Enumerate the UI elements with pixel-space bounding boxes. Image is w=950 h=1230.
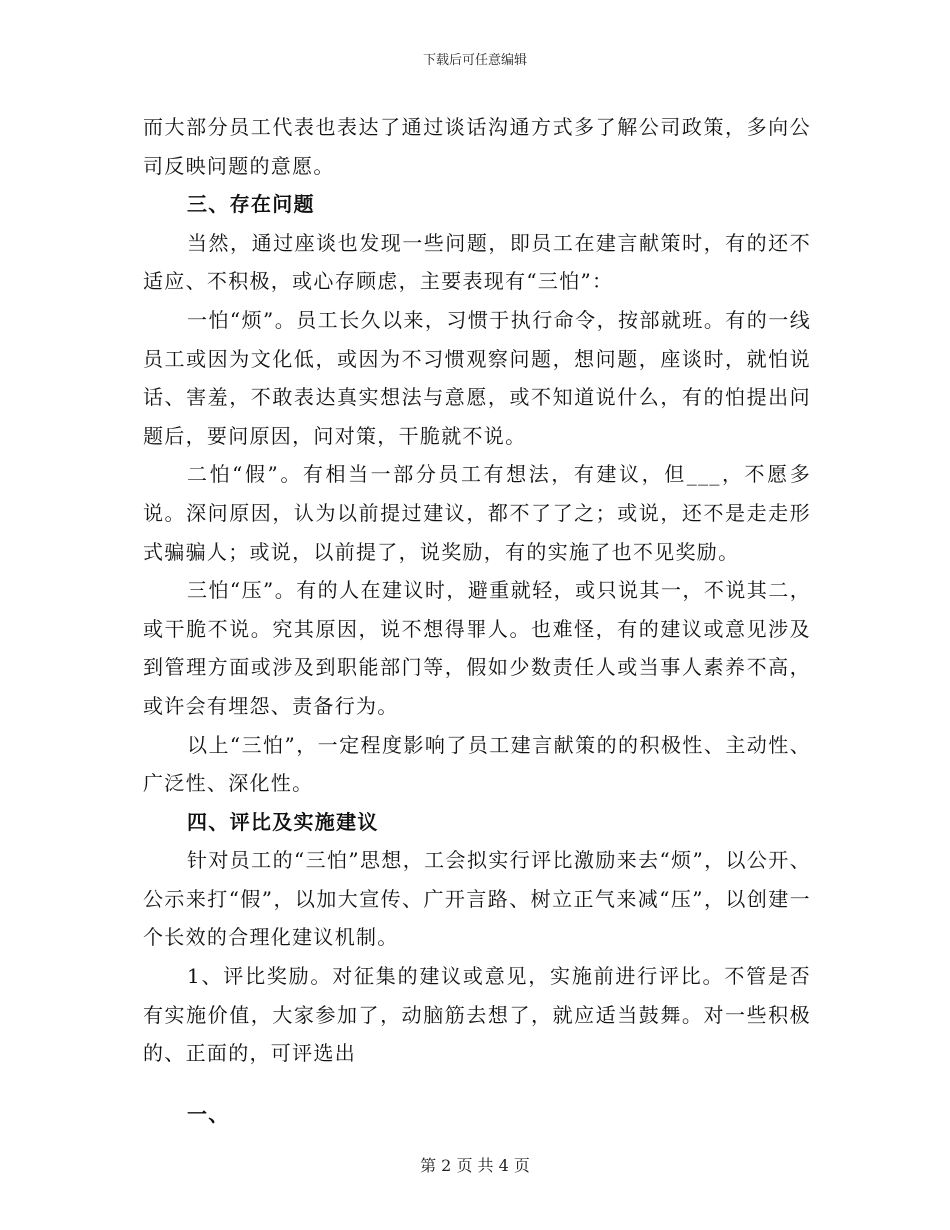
paragraph: 当然，通过座谈也发现一些问题，即员工在建言献策时，有的还不适应、不积极，或心存顾虑，主要表现有“三怕”： <box>143 230 811 294</box>
paragraph: 三怕“压”。有的人在建议时，避重就轻，或只说其一，不说其二，或干脆不说。究其原因，说不想得罪人。也难怪，有的建议或意见涉及到管理方面或涉及到职能部门等，假如少数责任人或当事人素养不高，或许会有埋怨、责备行为。 <box>143 578 811 718</box>
paragraph: 而大部分员工代表也表达了通过谈话沟通方式多了解公司政策，多向公司反映问题的意愿。 <box>143 115 811 178</box>
paragraph: 二怕“假”。有相当一部分员工有想法，有建议，但___，不愿多说。深问原因，认为以前提过建议，都不了了之；或说，还不是走走形式骗骗人；或说，以前提了，说奖励，有的实施了也不见奖励。 <box>143 462 811 564</box>
page-footer-number: 第 2 页 共 4 页 <box>420 1156 530 1175</box>
page-header-note: 下载后可任意编辑 <box>422 53 527 68</box>
paragraph: 针对员工的“三怕”思想，工会拟实行评比激励来去“烦”，以公开、公示来打“假”，以加大宣传、广开言路、树立正气来减“压”，以创建一个长效的合理化建议机制。 <box>143 848 811 950</box>
section-heading: 一、 <box>187 1101 230 1126</box>
paragraph: 1、评比奖励。对征集的建议或意见，实施前进行评比。不管是否有实施价值，大家参加了，动脑筋去想了，就应适当鼓舞。对一些积极的、正面的，可评选出 <box>143 964 811 1066</box>
document-body <box>143 108 811 1133</box>
section-heading: 三、存在问题 <box>187 192 315 217</box>
paragraph: 一怕“烦”。员工长久以来，习惯于执行命令，按部就班。有的一线员工或因为文化低，或因为不习惯观察问题，想问题，座谈时，就怕说话、害羞，不敢表达真实想法与意愿，或不知道说什么，有的怕提出问题后，要问原因，问对策，干脆就不说。 <box>143 307 811 448</box>
paragraph: 以上“三怕”，一定程度影响了员工建言献策的的积极性、主动性、广泛性、深化性。 <box>143 732 811 796</box>
section-heading: 四、评比及实施建议 <box>187 809 379 834</box>
